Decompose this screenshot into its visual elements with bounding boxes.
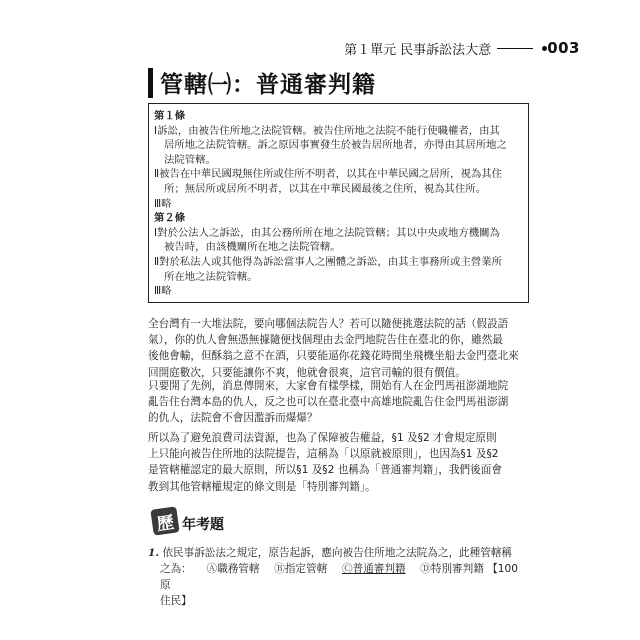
paragraph-3 — [148, 430, 526, 495]
question-line-2 — [148, 561, 520, 593]
option-b: Ⓑ指定管轄 — [274, 563, 328, 575]
question-number: 1. — [148, 547, 160, 559]
page-number: 003 — [547, 39, 580, 57]
paragraph-line: 全台灣有一大堆法院，要向哪個法院告人？若可以隨便挑選法院的話（假設語 — [148, 318, 509, 330]
article1-para3: Ⅲ略 — [154, 197, 172, 210]
option-d: Ⓓ特別審判籍 — [420, 563, 484, 575]
exam-heading-text: 年考題 — [182, 517, 224, 533]
paragraph-line: 是管轄權認定的最大原則，所以§1 及§2 也稱為「普通審判籍」，我們後面會 — [148, 464, 502, 477]
paragraph-line: 回開庭數次，只要能讓你不爽，他就會很爽，這官司輸的很有價值。 — [148, 366, 466, 379]
title-accent-bar — [148, 68, 153, 98]
chapter-title: 民事訴訟法大意 — [400, 42, 492, 58]
article1-para1-line3: 法院管轄。 — [164, 153, 216, 166]
question-stem: 依民事訴訟法之規定，原告起訴，應向被告住所地之法院為之，此種管轄稱 — [162, 547, 513, 559]
question-prompt: 之為： — [160, 563, 192, 575]
statute-box — [148, 103, 529, 303]
option-a: Ⓐ職務管轄 — [206, 563, 260, 575]
article1-heading: 第１條 — [154, 110, 186, 122]
paragraph-line: 亂告住台灣本島的仇人，反之也可以在臺北臺中高雄地院亂告住金門馬祖澎湖 — [148, 396, 509, 409]
question-line-1 — [148, 545, 520, 561]
article2-heading: 第２條 — [154, 212, 186, 225]
paragraph-2 — [148, 378, 526, 427]
paragraph-line: 只要開了先例，消息傳開來，大家會有樣學樣，開始有人在金門馬祖澎湖地院 — [148, 380, 509, 392]
question-source: 【100 原 — [160, 563, 519, 591]
paragraph-line: 上只能向被告住所地的法院提告，這稱為「以原就被原則」，也因為§1 及§2 — [148, 448, 499, 461]
unit-label: 第１單元 — [344, 42, 397, 58]
article1-para2-line2: 所；無居所或居所不明者，以其在中華民國最後之住所，視為其住所。 — [164, 182, 487, 195]
exam-badge-icon: 歷 — [150, 506, 179, 535]
paragraph-line: 氣），你的仇人會無憑無據隨便找個理由去金門地院告住在臺北的你，雖然最 — [148, 334, 503, 347]
paragraph-line: 的仇人，法院會不會因濫訴而爆爆？ — [148, 412, 318, 425]
section-title: 管轄㈠：普通審判籍 — [160, 71, 376, 98]
article1-para1-line2: 居所地之法院管轄。訴之原因事實發生於被告居所地者，亦得由其居所地之 — [164, 139, 507, 152]
article2-para1-line1: Ⅰ對於公法人之訴訟，由其公務所所在地之法院管轄；其以中央或地方機關為 — [154, 226, 500, 239]
article2-para1-line2: 被告時，由該機關所在地之法院管轄。 — [164, 241, 341, 254]
article2-para2-line2: 所在地之法院管轄。 — [164, 270, 258, 283]
exam-question-1 — [148, 545, 520, 609]
article1-para2-line1: Ⅱ被告在中華民國現無住所或住所不明者，以其在中華民國之居所，視為其住 — [154, 168, 503, 181]
section-title-row — [148, 64, 528, 100]
article1-para1-line1: Ⅰ訴訟，由被告住所地之法院管轄。被告住所地之法院不能行使職權者，由其 — [154, 124, 500, 137]
paragraph-line: 後他會輸，但酥翁之意不在酒，只要能逼你花錢花時間坐飛機坐船去金門臺北來 — [148, 350, 519, 363]
past-exam-heading — [152, 508, 272, 538]
option-c-answer: Ⓒ普通審判籍 — [341, 563, 406, 575]
divider-rule — [497, 48, 533, 49]
article2-para2-line1: Ⅱ對於私法人或其他得為訴訟當事人之團體之訴訟，由其主事務所或主營業所 — [154, 255, 503, 268]
paragraph-1 — [148, 316, 526, 381]
question-line-3: 住民】 — [160, 595, 192, 607]
running-head — [150, 38, 580, 58]
paragraph-line: 所以為了避免浪費司法資源，也為了保障被告權益，§1 及§2 才會規定原則 — [148, 432, 497, 444]
article2-para3: Ⅲ略 — [154, 285, 172, 298]
paragraph-line: 教到其他管轄權規定的條文則是「特別審判籍」。 — [148, 480, 376, 493]
